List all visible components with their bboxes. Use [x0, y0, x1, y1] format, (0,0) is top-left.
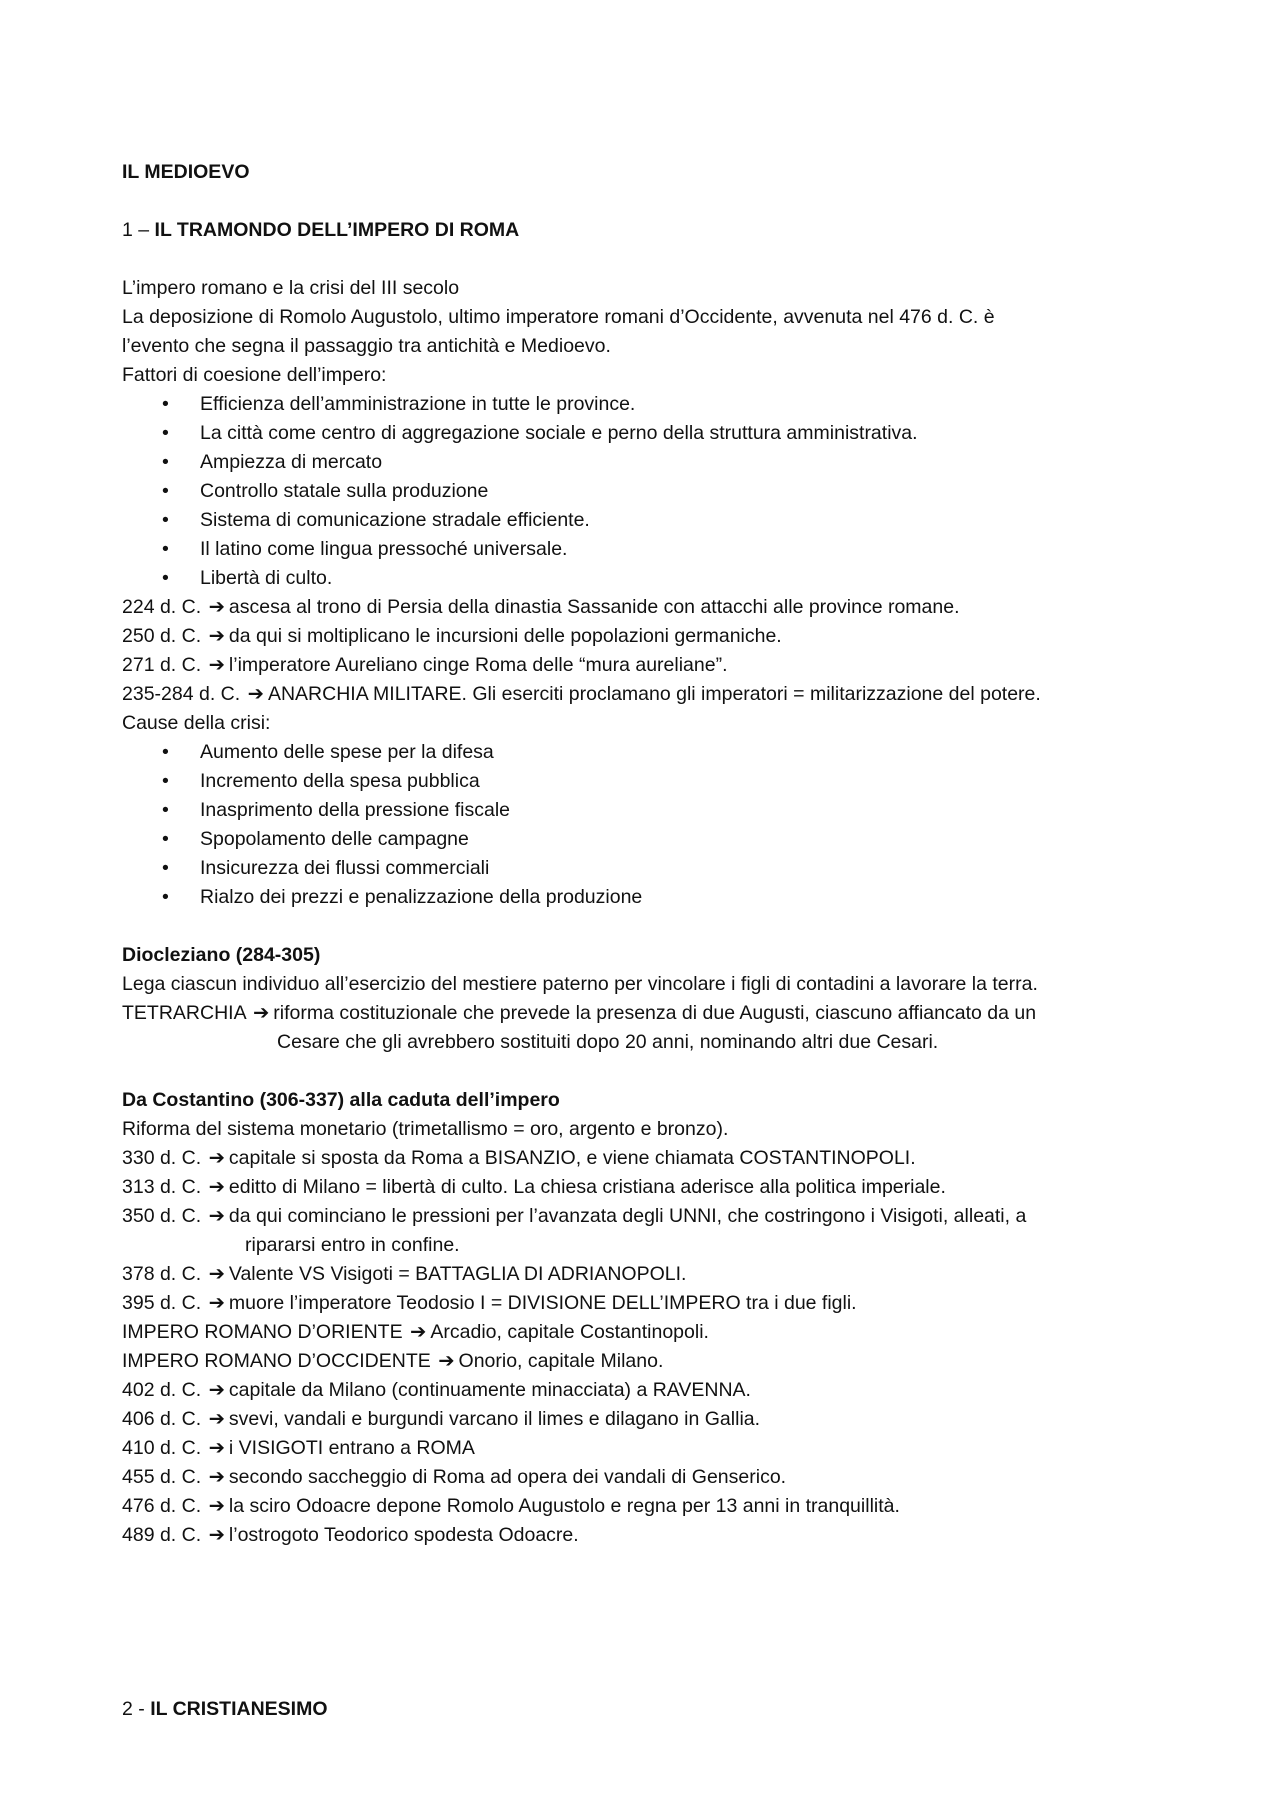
list-item: • Rialzo dei prezzi e penalizzazione della produzione	[122, 883, 1172, 912]
timeline-entry	[122, 1260, 1172, 1289]
timeline-text: Onorio, capitale Milano.	[458, 1350, 664, 1372]
timeline-date: 224 d. C.	[122, 596, 202, 618]
timeline-entry	[122, 1492, 1172, 1521]
timeline-date: 406 d. C.	[122, 1408, 202, 1430]
bullet-icon: •	[162, 770, 169, 792]
timeline-entry	[122, 1144, 1172, 1173]
timeline-date: 350 d. C.	[122, 1205, 202, 1227]
arrow-right-icon: ➔	[410, 1321, 427, 1343]
timeline-entry	[122, 680, 1172, 709]
timeline-entry	[122, 651, 1172, 680]
timeline-entry	[122, 1463, 1172, 1492]
diocleziano-heading: Diocleziano (284-305)	[122, 944, 321, 966]
arrow-right-icon: ➔	[208, 654, 225, 676]
document-title: IL MEDIOEVO	[122, 161, 250, 183]
tetrarchia-line: TETRARCHIA ➔ riforma costituzionale che prevede la presenza di due Augusti, ciascuno affiancato da un	[122, 999, 1172, 1028]
timeline-text: i VISIGOTI entrano a ROMA	[228, 1437, 475, 1459]
timeline-date: 271 d. C.	[122, 654, 202, 676]
arrow-right-icon: ➔	[208, 1437, 225, 1459]
arrow-right-icon: ➔	[247, 683, 264, 705]
timeline-text: Valente VS Visigoti = BATTAGLIA DI ADRIANOPOLI.	[228, 1263, 687, 1285]
crisis-label: Cause della crisi:	[122, 712, 271, 734]
bullet-icon: •	[162, 393, 169, 415]
timeline-date: IMPERO ROMANO D’OCCIDENTE	[122, 1350, 431, 1372]
arrow-right-icon: ➔	[208, 1495, 225, 1517]
bullet-icon: •	[162, 567, 169, 589]
timeline-date: 402 d. C.	[122, 1379, 202, 1401]
timeline-date: 235-284 d. C.	[122, 683, 241, 705]
arrow-right-icon: ➔	[252, 1002, 270, 1024]
bullet-icon: •	[162, 741, 169, 763]
tetrarchia-continuation: Cesare che gli avrebbero sostituiti dopo 20 anni, nominando altri due Cesari.	[277, 1031, 939, 1053]
timeline-crisis	[122, 593, 1172, 709]
timeline-date: 378 d. C.	[122, 1263, 202, 1285]
timeline-text: editto di Milano = libertà di culto. La chiesa cristiana aderisce alla politica imperiale.	[228, 1176, 946, 1198]
arrow-right-icon: ➔	[208, 596, 225, 618]
arrow-right-icon: ➔	[208, 1466, 225, 1488]
intro-paragraph-line-2: l’evento che segna il passaggio tra antichità e Medioevo.	[122, 335, 611, 357]
cohesion-label: Fattori di coesione dell’impero:	[122, 364, 387, 386]
timeline-text: da qui si moltiplicano le incursioni delle popolazioni germaniche.	[228, 625, 782, 647]
arrow-right-icon: ➔	[208, 1408, 225, 1430]
list-item: • Controllo statale sulla produzione	[122, 477, 1172, 506]
chapter-1-number: 1 –	[122, 219, 150, 241]
list-item: • Inasprimento della pressione fiscale	[122, 796, 1172, 825]
timeline-entry	[122, 1202, 1172, 1231]
bullet-icon: •	[162, 422, 169, 444]
list-item: • Sistema di comunicazione stradale efficiente.	[122, 506, 1172, 535]
bullet-icon: •	[162, 886, 169, 908]
arrow-right-icon: ➔	[208, 1205, 225, 1227]
costantino-heading: Da Costantino (306-337) alla caduta dell’impero	[122, 1089, 560, 1111]
list-item: • Aumento delle spese per la difesa	[122, 738, 1172, 767]
arrow-right-icon: ➔	[438, 1350, 455, 1372]
timeline-text: svevi, vandali e burgundi varcano il limes e dilagano in Gallia.	[228, 1408, 761, 1430]
list-item: • Efficienza dell’amministrazione in tutte le province.	[122, 390, 1172, 419]
list-item: • Il latino come lingua pressoché universale.	[122, 535, 1172, 564]
bullet-icon: •	[162, 538, 169, 560]
timeline-date: 395 d. C.	[122, 1292, 202, 1314]
bullet-icon: •	[162, 828, 169, 850]
timeline-entry	[122, 1405, 1172, 1434]
timeline-date: IMPERO ROMANO D’ORIENTE	[122, 1321, 403, 1343]
arrow-right-icon: ➔	[208, 1379, 225, 1401]
tetrarchia-term: TETRARCHIA	[122, 1002, 246, 1024]
list-item: • Insicurezza dei flussi commerciali	[122, 854, 1172, 883]
timeline-date: 313 d. C.	[122, 1176, 202, 1198]
bullet-icon: •	[162, 451, 169, 473]
list-item: • Libertà di culto.	[122, 564, 1172, 593]
chapter-2-number: 2 -	[122, 1698, 145, 1720]
timeline-fall	[122, 1144, 1172, 1550]
arrow-right-icon: ➔	[208, 1263, 225, 1285]
arrow-right-icon: ➔	[208, 1147, 225, 1169]
timeline-text: la sciro Odoacre depone Romolo Augustolo e regna per 13 anni in tranquillità.	[228, 1495, 900, 1517]
intro-paragraph-line-1: La deposizione di Romolo Augustolo, ultimo imperatore romani d’Occidente, avvenuta nel 476 d. C. è	[122, 306, 995, 328]
timeline-entry	[122, 622, 1172, 651]
cohesion-list	[122, 390, 1172, 593]
document-body	[122, 158, 1172, 1724]
timeline-text: capitale da Milano (continuamente minacciata) a RAVENNA.	[228, 1379, 751, 1401]
timeline-date: 489 d. C.	[122, 1524, 202, 1546]
timeline-entry	[122, 1434, 1172, 1463]
timeline-text: capitale si sposta da Roma a BISANZIO, e viene chiamata COSTANTINOPOLI.	[228, 1147, 916, 1169]
timeline-text: da qui cominciano le pressioni per l’avanzata degli UNNI, che costringono i Visigoti, alleati, a	[228, 1205, 1027, 1227]
crisis-causes-list	[122, 738, 1172, 912]
timeline-text: secondo saccheggio di Roma ad opera dei vandali di Genserico.	[228, 1466, 787, 1488]
bullet-icon: •	[162, 857, 169, 879]
timeline-text: l’ostrogoto Teodorico spodesta Odoacre.	[228, 1524, 579, 1546]
timeline-entry	[122, 1289, 1172, 1318]
timeline-date: 250 d. C.	[122, 625, 202, 647]
timeline-text: ascesa al trono di Persia della dinastia Sassanide con attacchi alle province romane.	[228, 596, 960, 618]
timeline-entry	[122, 1521, 1172, 1550]
list-item: • Spopolamento delle campagne	[122, 825, 1172, 854]
intro-subtitle: L’impero romano e la crisi del III secolo	[122, 277, 460, 299]
list-item: • La città come centro di aggregazione sociale e perno della struttura amministrativa.	[122, 419, 1172, 448]
timeline-date: 410 d. C.	[122, 1437, 202, 1459]
arrow-right-icon: ➔	[208, 625, 225, 647]
monetary-reform: Riforma del sistema monetario (trimetallismo = oro, argento e bronzo).	[122, 1118, 729, 1140]
timeline-text: Arcadio, capitale Costantinopoli.	[430, 1321, 709, 1343]
chapter-2-title: IL CRISTIANESIMO	[150, 1698, 328, 1720]
timeline-entry	[122, 1347, 1172, 1376]
arrow-right-icon: ➔	[208, 1524, 225, 1546]
timeline-continuation: ripararsi entro in confine.	[245, 1234, 460, 1256]
timeline-text: muore l’imperatore Teodosio I = DIVISIONE DELL’IMPERO tra i due figli.	[228, 1292, 857, 1314]
timeline-date: 455 d. C.	[122, 1466, 202, 1488]
chapter-1-title: IL TRAMONDO DELL’IMPERO DI ROMA	[154, 219, 520, 241]
diocleziano-line: Lega ciascun individuo all’esercizio del mestiere paterno per vincolare i figli di contadini a lavorare la terra.	[122, 973, 1038, 995]
timeline-text: l’imperatore Aureliano cinge Roma delle “mura aureliane”.	[228, 654, 728, 676]
arrow-right-icon: ➔	[208, 1292, 225, 1314]
list-item: • Incremento della spesa pubblica	[122, 767, 1172, 796]
chapter-2-heading	[122, 1695, 1172, 1724]
timeline-date: 330 d. C.	[122, 1147, 202, 1169]
timeline-entry	[122, 1173, 1172, 1202]
chapter-1-heading	[122, 216, 1172, 245]
timeline-date: 476 d. C.	[122, 1495, 202, 1517]
bullet-icon: •	[162, 480, 169, 502]
timeline-entry	[122, 593, 1172, 622]
timeline-text: ANARCHIA MILITARE. Gli eserciti proclamano gli imperatori = militarizzazione del potere.	[267, 683, 1041, 705]
timeline-entry	[122, 1318, 1172, 1347]
timeline-entry	[122, 1376, 1172, 1405]
list-item: • Ampiezza di mercato	[122, 448, 1172, 477]
bullet-icon: •	[162, 509, 169, 531]
bullet-icon: •	[162, 799, 169, 821]
arrow-right-icon: ➔	[208, 1176, 225, 1198]
